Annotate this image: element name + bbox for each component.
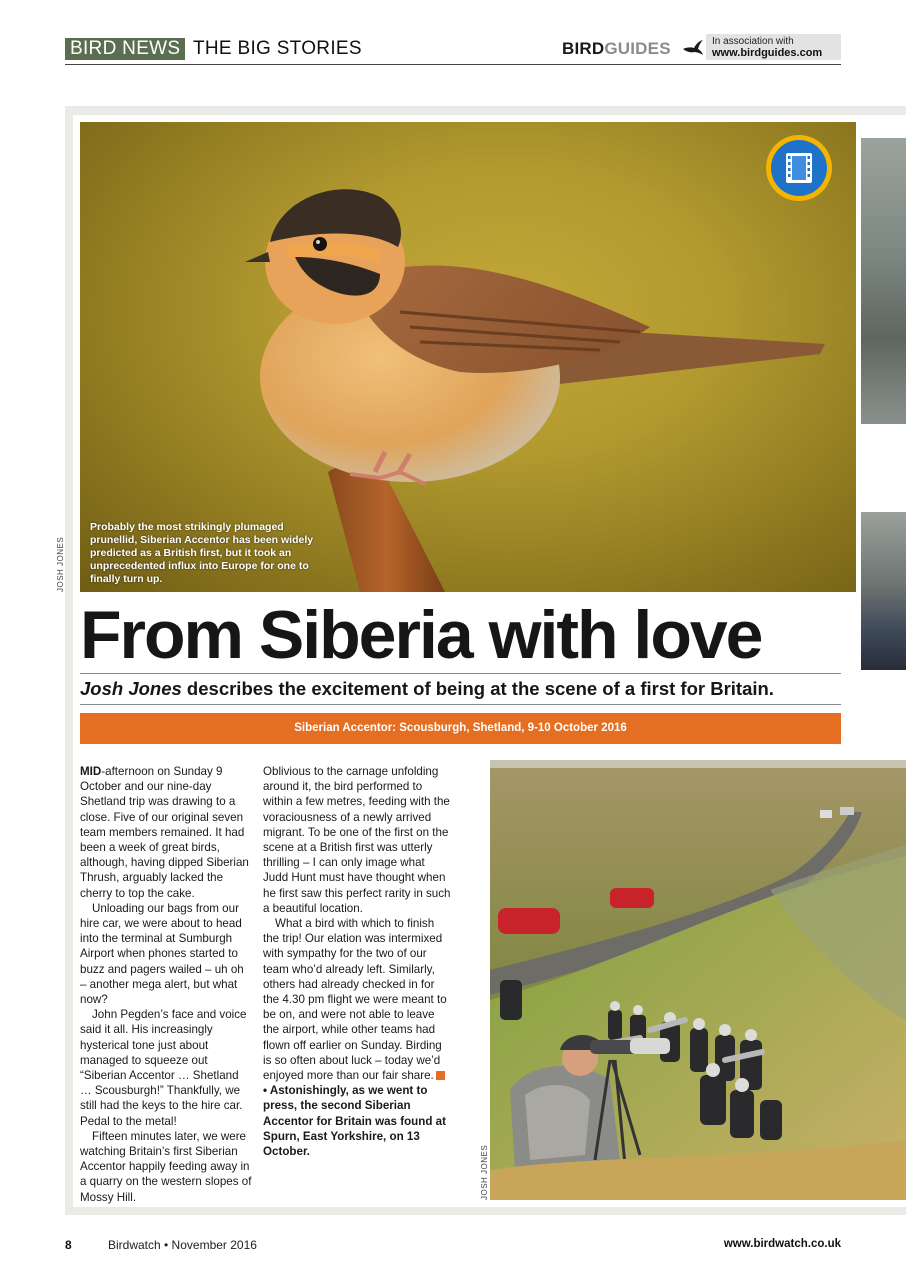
standfirst	[80, 677, 841, 701]
col1-paragraph-1-text: -afternoon on Sunday 9 October and our nine-day Shetland trip was drawing to a close. Five of our original seven team members remained. It had been a week of great birds, although, having dipped Siberian Thrush, arguably lacked the cherry to top the cake.	[80, 765, 249, 900]
logo-part-guides: GUIDES	[604, 39, 671, 58]
standfirst-author: Josh Jones	[80, 678, 182, 699]
film-strip-icon	[771, 140, 827, 196]
side-photo-top-image	[861, 138, 906, 424]
rule-below-standfirst	[80, 704, 841, 705]
crowd-photo-twitchers	[490, 760, 906, 1200]
bird-silhouette-icon	[682, 38, 704, 60]
footer-url[interactable]: www.birdwatch.co.uk	[723, 1238, 841, 1250]
section-title: THE BIG STORIES	[193, 38, 362, 59]
rule-above-standfirst	[80, 673, 841, 674]
association-label: In association with	[712, 36, 794, 47]
col2-paragraph-2-text: What a bird with which to finish the trip! Our elation was intermixed with sympathy for the two of our team who’d already left. Similarly, others had already checked in for the 4.30 pm flight we were meant to be on, and were not able to leave the airport, while other teams had flown off earlier on Sunday. Birding is so often about luck – today we’d enjoyed more than our fair share.	[263, 917, 447, 1083]
association-url[interactable]: www.birdguides.com	[712, 47, 823, 59]
association-box	[706, 34, 841, 60]
col1-paragraph-3: John Pegden’s face and voice said it all. His increasingly hysterical tone just about managed to squeeze out “Siberian Accentor … Shetland … Scousburgh!” Thankfully, we still had the keys to the hire car. Pedal to the metal!	[80, 1008, 247, 1128]
col1-paragraph-2: Unloading our bags from our hire car, we were about to head into the terminal at Sumburgh Airport when phones started to buzz and pagers wailed – uh oh – another mega alert, but what now?	[80, 901, 244, 1007]
side-photo-top	[856, 133, 906, 429]
hero-photo-siberian-accentor	[80, 122, 856, 592]
magazine-issue: Birdwatch • November 2016	[108, 1238, 257, 1252]
standfirst-text: describes the excitement of being at the scene of a first for Britain.	[181, 678, 774, 699]
page-header	[65, 37, 841, 65]
dropcap: MID	[80, 765, 102, 778]
col1-paragraph-1	[80, 764, 252, 901]
end-mark-icon	[436, 1071, 445, 1080]
side-photo-bottom-image	[861, 512, 906, 670]
col1-paragraph-4: Fifteen minutes later, we were watching Britain’s first Siberian Accentor happily feeding away in a quarry on the western slopes of Mossy Hill.	[80, 1129, 252, 1204]
crowd-illustration	[490, 760, 906, 1200]
body-column-2	[263, 764, 451, 1159]
crowd-photo-credit: JOSH JONES	[480, 1144, 489, 1200]
video-badge-inner	[771, 140, 827, 196]
logo-part-bird: BIRD	[562, 39, 605, 58]
headline: From Siberia with love	[80, 597, 762, 673]
press-update: • Astonishingly, as we went to press, the second Siberian Accentor for Britain was found at Spurn, East Yorkshire, on 13 October.	[263, 1084, 446, 1159]
hero-caption: Probably the most strikingly plumaged prunellid, Siberian Accentor has been widely predicted as a British first, but it took an unprecedented influx into Europe for one to finally turn up.	[90, 521, 314, 585]
hero-photo-credit: JOSH JONES	[56, 536, 65, 592]
section-tag: BIRD NEWS	[65, 38, 185, 60]
col2-paragraph-2	[263, 916, 451, 1083]
col2-paragraph-1: Oblivious to the carnage unfolding around it, the bird performed to within a few metres, feeding with the voraciousness of a newly arrived migrant. To be one of the first on the scene at a British first was utterly thrilling – I can only image what Judd Hunt must have thought when he first saw this perfect rarity in such a beautiful location.	[263, 765, 451, 915]
side-photo-bottom	[856, 507, 906, 675]
birdguides-logo	[562, 38, 671, 60]
video-badge[interactable]	[766, 135, 832, 201]
sighting-bar: Siberian Accentor: Scousburgh, Shetland, 9-10 October 2016	[80, 713, 841, 744]
body-column-1	[80, 764, 252, 1205]
page-number: 8	[65, 1238, 72, 1252]
